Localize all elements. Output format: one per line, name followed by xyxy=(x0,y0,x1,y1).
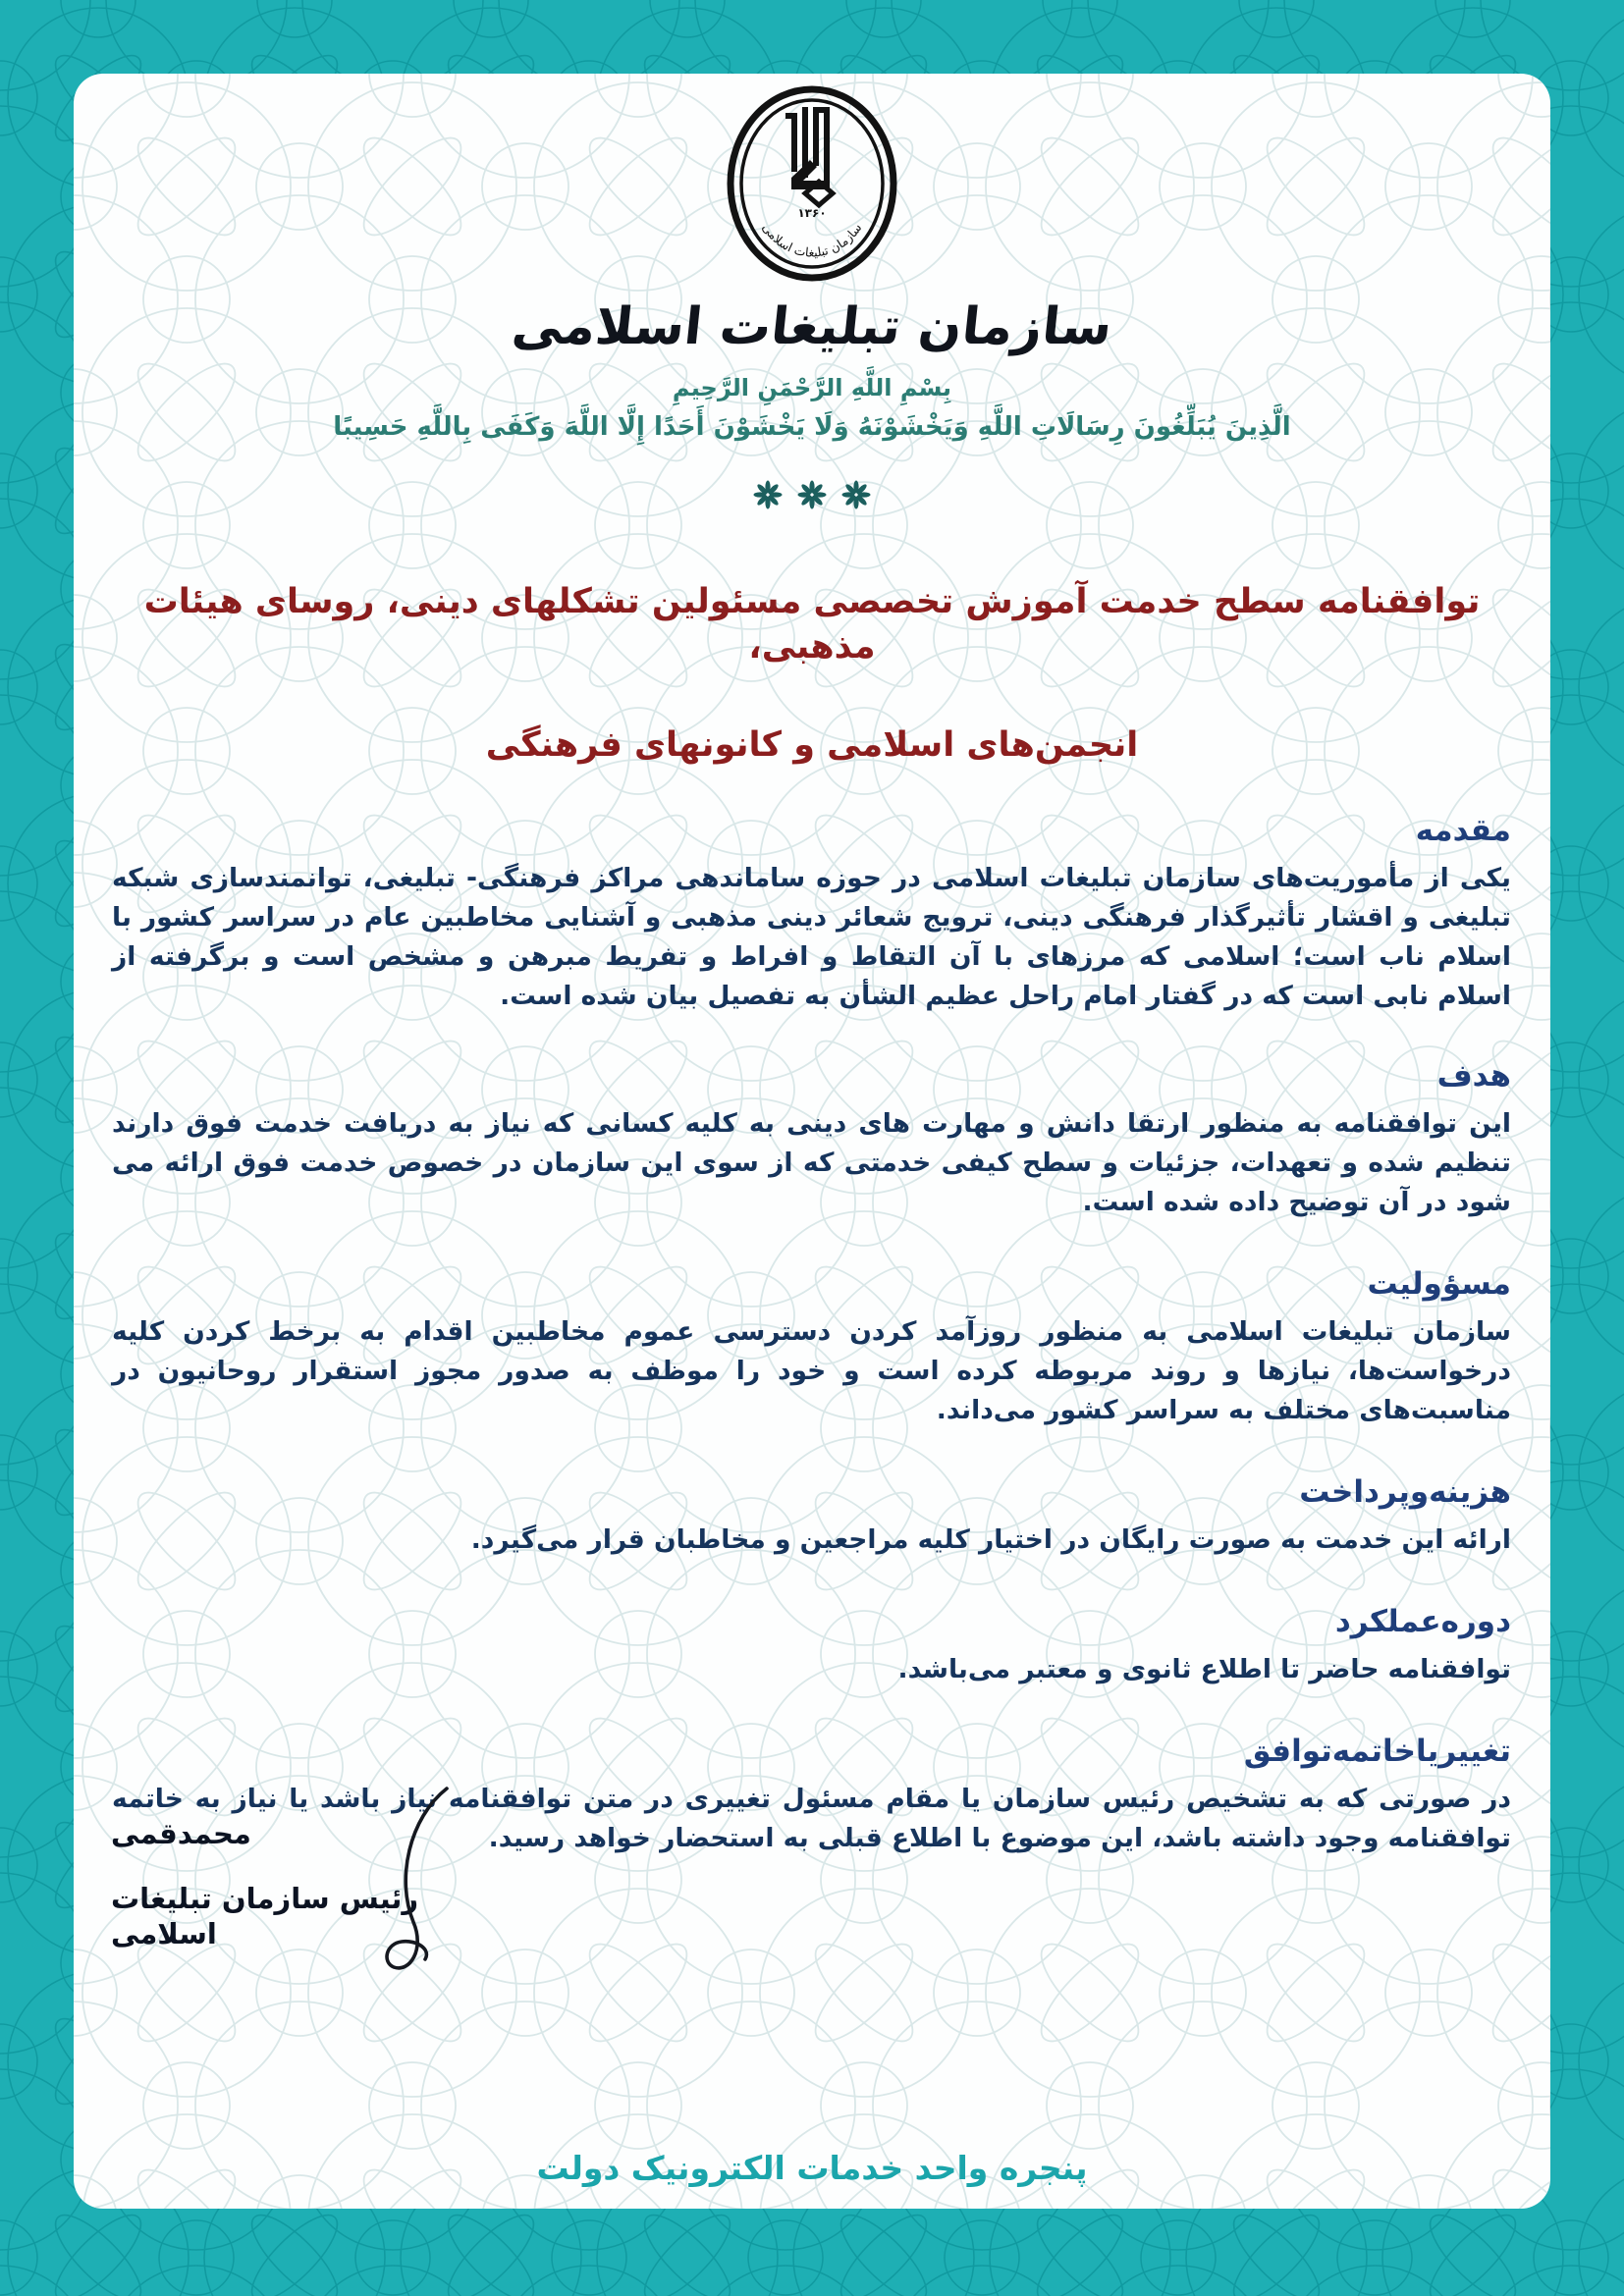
section-body: سازمان تبلیغات اسلامی به منظور روزآمد کردن دسترسی عموم مخاطبین اقدام به برخط کردن کلیه درخواست‌ها، نیازها و روند مربوطه کرده است و خود را موظف به صدور مجوز استقرار روحانیون در مناسبت‌های مختلف به سراسر کشور می‌داند. xyxy=(112,1316,1511,1425)
quran-verse-text: الَّذِينَ يُبَلِّغُونَ رِسَالَاتِ اللَّهِ وَيَخْشَوْنَهُ وَلَا يَخْشَوْنَ أَحَدًا إِلَّا اللَّهَ وَكَفَى بِاللَّهِ حَسِيبًا xyxy=(333,412,1291,442)
signatory-role: رئیس سازمان تبلیغات اسلامی xyxy=(111,1882,419,1950)
section-heading: هزینه‌وپرداخت xyxy=(1299,1474,1511,1510)
section-hazine-pardakht xyxy=(112,1473,1511,1560)
document-page xyxy=(74,74,1550,2209)
section-body: ارائه این خدمت به صورت رایگان در اختیار کلیه مراجعین و مخاطبان قرار می‌گیرد. xyxy=(470,1524,1511,1555)
handwritten-signature-icon xyxy=(352,1785,480,1991)
section-masouliat xyxy=(112,1265,1511,1430)
emblem-arc-text: سازمان تبلیغات اسلامی xyxy=(759,220,865,260)
document-title-line1: توافقنامه سطح خدمت آموزش تخصصی مسئولین تشکلهای دینی، روسای هیئات مذهبی، xyxy=(143,582,1481,667)
section-hadaf xyxy=(112,1057,1511,1222)
asterisk-ornament-icon xyxy=(743,478,881,511)
section-moghadame xyxy=(112,812,1511,1016)
emblem-year: ۱۳۶۰ xyxy=(797,206,827,220)
ornament-row xyxy=(74,478,1550,511)
section-dore-amalkard xyxy=(112,1603,1511,1689)
organization-emblem-icon xyxy=(709,83,915,299)
document-title xyxy=(113,579,1511,768)
bismillah-text: بِسْمِ اللَّهِ الرَّحْمَنِ الرَّحِيمِ xyxy=(672,374,952,401)
section-heading: تغییریاخاتمه‌توافق xyxy=(1243,1734,1511,1769)
section-heading: دوره‌عملکرد xyxy=(1334,1604,1511,1639)
section-body: در صورتی که به تشخیص رئیس سازمان یا مقام مسئول تغییری در متن توافقنامه نیاز باشد یا نیاز به خاتمه توافقنامه وجود داشته باشد، این موضوع با اطلاع قبلی به استحضار خواهد رسید. xyxy=(112,1784,1511,1853)
section-body: این توافقنامه به منظور ارتقا دانش و مهارت های دینی به کلیه کسانی که نیاز به دریافت خدمت فوق دارند تنظیم شده و تعهدات، جزئیات و سطح کیفی خدمتی که از سوی این سازمان در خصوص خدمت فوق ارائه می شود در آن توضیح داده شده است. xyxy=(112,1108,1511,1217)
footer-label: پنجره واحد خدمات الکترونیک دولت xyxy=(536,2149,1088,2187)
section-body: توافقنامه حاضر تا اطلاع ثانوی و معتبر می‌باشد. xyxy=(897,1654,1511,1684)
document-title-line2: انجمن‌های اسلامی و کانونهای فرهنگی xyxy=(485,725,1139,765)
section-body: یکی از مأموریت‌های سازمان تبلیغات اسلامی در حوزه ساماندهی مراکز فرهنگی- تبلیغی، توانمندسازی شبکه تبلیغی و اقشار تأثیرگذار فرهنگی دینی، ترویج شعائر دینی مذهبی و آشنایی مخاطبین عام در سراسر کشور با اسلام ناب است؛ اسلامی که مرزهای با آن التقاط و افراط و تفریط مبرهن و مشخص است و برگرفته از اسلام نابی است که در گفتار امام راحل عظیم الشأن به تفصیل بیان شده است. xyxy=(112,863,1511,1011)
section-heading: مقدمه xyxy=(1415,813,1511,848)
organization-wordmark: سازمان تبلیغات اسلامی xyxy=(509,297,1115,356)
kufic-allah-mark xyxy=(785,107,833,205)
sections-container xyxy=(112,812,1511,1901)
signatory-name: محمدقمی xyxy=(111,1817,251,1850)
document-content xyxy=(74,74,1550,2209)
section-heading: هدف xyxy=(1436,1058,1511,1094)
section-heading: مسؤولیت xyxy=(1367,1266,1511,1302)
